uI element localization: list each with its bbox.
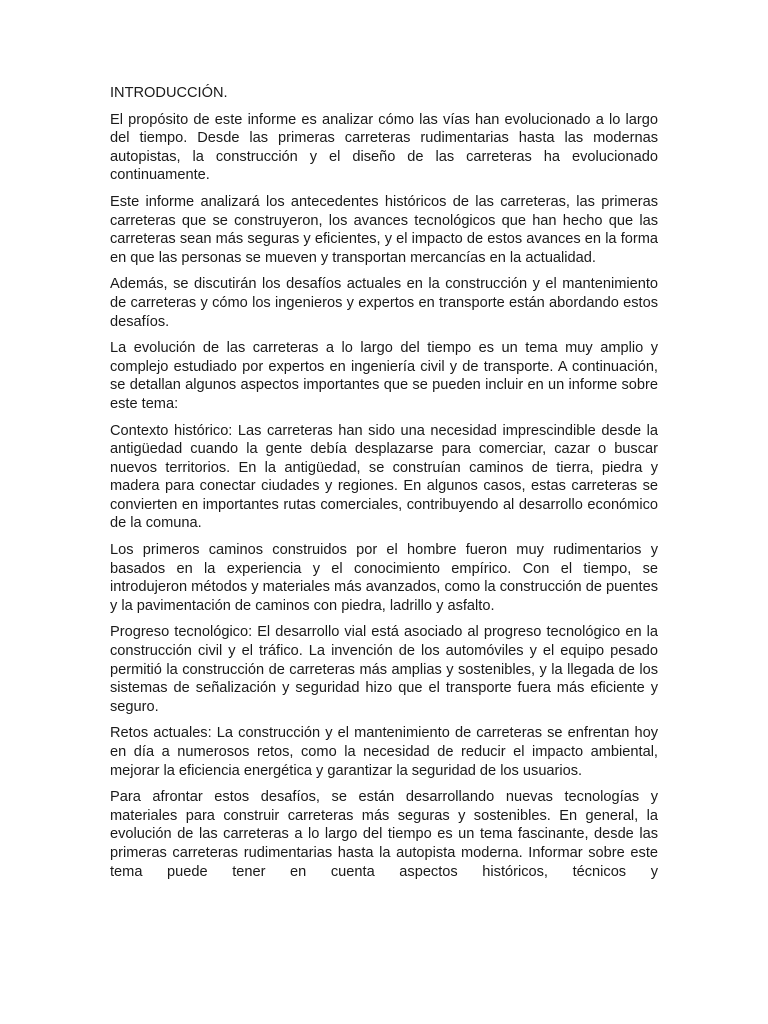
paragraph-desafios: Además, se discutirán los desafíos actuales en la construcción y el mantenimiento de carreteras y cómo los ingenieros y expertos en transporte están abordando estos desafíos. bbox=[110, 276, 658, 330]
document-page bbox=[110, 84, 658, 881]
paragraph-proposito: El propósito de este informe es analizar cómo las vías han evolucionado a lo largo del tiempo. Desde las primeras carreteras rudimentarias hasta las modernas autopistas, la construcción y el diseño de las carreteras ha evolucionado continuamente. bbox=[110, 111, 658, 184]
paragraph-retos-actuales: Retos actuales: La construcción y el mantenimiento de carreteras se enfrentan hoy en día a numerosos retos, como la necesidad de reducir el impacto ambiental, mejorar la eficiencia energética y garantizar la seguridad de los usuarios. bbox=[110, 725, 658, 779]
paragraph-progreso-tecnologico: Progreso tecnológico: El desarrollo vial está asociado al progreso tecnológico en la construcción civil y el tráfico. La invención de los automóviles y el equipo pesado permitió la construcción de carreteras más amplias y sostenibles, y la llegada de los sistemas de señalización y seguridad hizo que el transporte fuera más eficiente y seguro. bbox=[110, 624, 658, 715]
paragraph-analisis: Este informe analizará los antecedentes históricos de las carreteras, las primeras carreteras que se construyeron, los avances tecnológicos que han hecho que las carreteras sean más seguras y eficientes, y el impacto de estos avances en la forma en que las personas se mueven y transportan mercancías en la actualidad. bbox=[110, 193, 658, 266]
paragraph-afrontar-desafios: Para afrontar estos desafíos, se están desarrollando nuevas tecnologías y materiales para construir carreteras más seguras y sostenibles. En general, la evolución de las carreteras a lo largo del tiempo es un tema fascinante, desde las primeras carreteras rudimentarias hasta la autopista moderna. Informar sobre este tema puede tener en cuenta aspectos históricos, técnicos y bbox=[110, 789, 658, 880]
paragraph-contexto-historico: Contexto histórico: Las carreteras han sido una necesidad imprescindible desde la antigüedad cuando la gente debía desplazarse para comerciar, cazar o buscar nuevos territorios. En la antigüedad, se construían caminos de tierra, piedra y madera para conectar ciudades y regiones. En algunos casos, estas carreteras se convierten en importantes rutas comerciales, contribuyendo al desarrollo económico de la comuna. bbox=[110, 422, 658, 532]
paragraph-evolucion: La evolución de las carreteras a lo largo del tiempo es un tema muy amplio y complejo estudiado por expertos en ingeniería civil y de transporte. A continuación, se detallan algunos aspectos importantes que se pueden incluir en un informe sobre este tema: bbox=[110, 340, 658, 412]
document-heading: INTRODUCCIÓN. bbox=[110, 85, 228, 101]
paragraph-primeros-caminos: Los primeros caminos construidos por el hombre fueron muy rudimentarios y basados en la experiencia y el conocimiento empírico. Con el tiempo, se introdujeron métodos y materiales más avanzados, como la construcción de puentes y la pavimentación de caminos con piedra, ladrillo y asfalto. bbox=[110, 542, 658, 614]
